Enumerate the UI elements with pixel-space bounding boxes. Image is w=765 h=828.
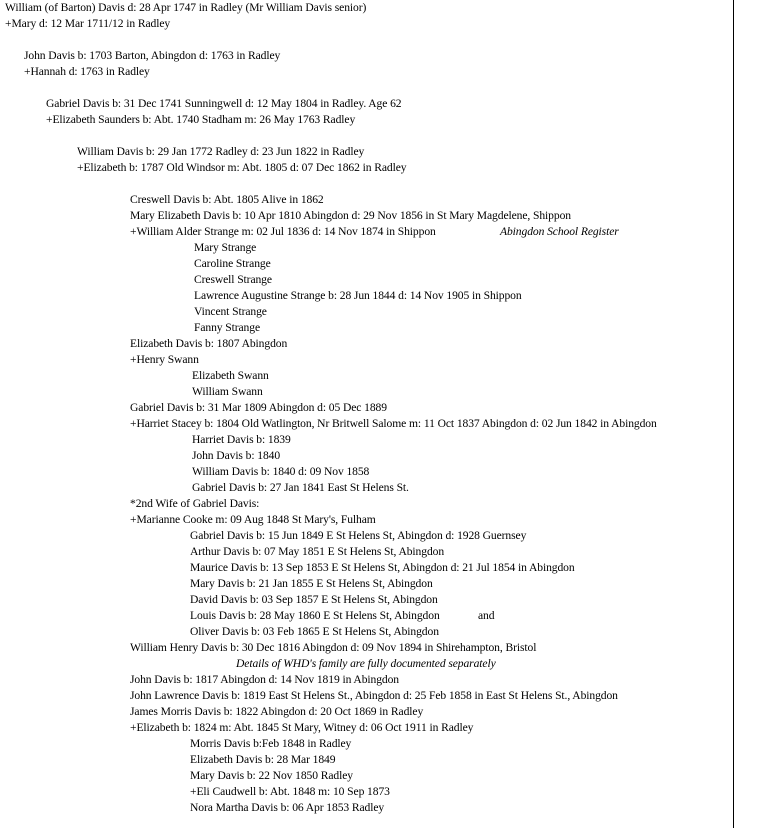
entry-gabriel-davis-1841: Gabriel Davis b: 27 Jan 1841 East St Helens St. — [192, 481, 409, 494]
entry-john-davis-1817: John Davis b: 1817 Abingdon d: 14 Nov 1819 in Abingdon — [130, 673, 399, 686]
entry-mary-strange: Mary Strange — [194, 241, 257, 254]
entry-spouse-henry-swann: +Henry Swann — [130, 353, 199, 366]
entry-vincent-strange: Vincent Strange — [194, 305, 267, 318]
right-border-line — [733, 0, 734, 828]
entry-william-davis-1840: William Davis b: 1840 d: 09 Nov 1858 — [192, 465, 370, 478]
entry-spouse-harriet-stacey: +Harriet Stacey b: 1804 Old Watlington, Nr Britwell Salome m: 11 Oct 1837 Abingdon d: 02 Jun 1842 in Abingdon — [130, 417, 657, 430]
entry-james-morris-davis: James Morris Davis b: 1822 Abingdon d: 20 Oct 1869 in Radley — [130, 705, 424, 718]
entry-spouse-elizabeth-saunders: +Elizabeth Saunders b: Abt. 1740 Stadham m: 26 May 1763 Radley — [46, 113, 356, 126]
entry-william-barton-davis: William (of Barton) Davis d: 28 Apr 1747 in Radley (Mr William Davis senior) — [5, 1, 367, 14]
entry-john-davis-1840: John Davis b: 1840 — [192, 449, 281, 462]
entry-spouse-mary: +Mary d: 12 Mar 1711/12 in Radley — [5, 17, 171, 30]
entry-elizabeth-swann: Elizabeth Swann — [192, 369, 269, 382]
note-abingdon-school-register: Abingdon School Register — [500, 225, 619, 238]
entry-nora-martha-davis: Nora Martha Davis b: 06 Apr 1853 Radley — [190, 801, 385, 814]
entry-oliver-davis: Oliver Davis b: 03 Feb 1865 E St Helens St, Abingdon — [190, 625, 439, 638]
entry-caroline-strange: Caroline Strange — [194, 257, 271, 270]
entry-mary-davis-1850: Mary Davis b: 22 Nov 1850 Radley — [190, 769, 353, 782]
entry-mary-davis-1855: Mary Davis b: 21 Jan 1855 E St Helens St, Abingdon — [190, 577, 433, 590]
note-whd-family: Details of WHD's family are fully documented separately — [236, 657, 496, 670]
note-second-wife: *2nd Wife of Gabriel Davis: — [130, 497, 260, 510]
entry-louis-davis: Louis Davis b: 28 May 1860 E St Helens St, Abingdon — [190, 609, 440, 622]
entry-fanny-strange: Fanny Strange — [194, 321, 260, 334]
entry-spouse-elizabeth-1824: +Elizabeth b: 1824 m: Abt. 1845 St Mary, Witney d: 06 Oct 1911 in Radley — [130, 721, 474, 734]
entry-gabriel-davis-1849: Gabriel Davis b: 15 Jun 1849 E St Helens St, Abingdon d: 1928 Guernsey — [190, 529, 527, 542]
entry-elizabeth-davis-1807: Elizabeth Davis b: 1807 Abingdon — [130, 337, 288, 350]
entry-morris-davis: Morris Davis b:Feb 1848 in Radley — [190, 737, 352, 750]
entry-gabriel-davis-1809: Gabriel Davis b: 31 Mar 1809 Abingdon d: 05 Dec 1889 — [130, 401, 387, 414]
entry-creswell-strange: Creswell Strange — [194, 273, 272, 286]
entry-william-davis-1772: William Davis b: 29 Jan 1772 Radley d: 23 Jun 1822 in Radley — [77, 145, 365, 158]
entry-creswell-davis: Creswell Davis b: Abt. 1805 Alive in 1862 — [130, 193, 324, 206]
entry-david-davis: David Davis b: 03 Sep 1857 E St Helens St, Abingdon — [190, 593, 438, 606]
entry-spouse-hannah: +Hannah d: 1763 in Radley — [24, 65, 150, 78]
entry-elizabeth-davis-1849: Elizabeth Davis b: 28 Mar 1849 — [190, 753, 336, 766]
entry-john-lawrence-davis: John Lawrence Davis b: 1819 East St Helens St., Abingdon d: 25 Feb 1858 in East St Helens St., Abingdon — [130, 689, 618, 702]
entry-spouse-elizabeth-1787: +Elizabeth b: 1787 Old Windsor m: Abt. 1805 d: 07 Dec 1862 in Radley — [77, 161, 407, 174]
entry-lawrence-augustine-strange: Lawrence Augustine Strange b: 28 Jun 1844 d: 14 Nov 1905 in Shippon — [194, 289, 522, 302]
entry-spouse-marianne-cooke: +Marianne Cooke m: 09 Aug 1848 St Mary's, Fulham — [130, 513, 376, 526]
text-and: and — [478, 609, 495, 622]
entry-harriet-davis: Harriet Davis b: 1839 — [192, 433, 291, 446]
entry-william-henry-davis: William Henry Davis b: 30 Dec 1816 Abingdon d: 09 Nov 1894 in Shirehampton, Bristol — [130, 641, 537, 654]
entry-william-swann: William Swann — [192, 385, 263, 398]
entry-john-davis-1703: John Davis b: 1703 Barton, Abingdon d: 1763 in Radley — [24, 49, 281, 62]
entry-spouse-william-alder-strange: +William Alder Strange m: 02 Jul 1836 d: 14 Nov 1874 in Shippon — [130, 225, 436, 238]
entry-gabriel-davis-1741: Gabriel Davis b: 31 Dec 1741 Sunningwell d: 12 May 1804 in Radley. Age 62 — [46, 97, 402, 110]
entry-spouse-eli-caudwell: +Eli Caudwell b: Abt. 1848 m: 10 Sep 1873 — [190, 785, 390, 798]
entry-mary-elizabeth-davis: Mary Elizabeth Davis b: 10 Apr 1810 Abingdon d: 29 Nov 1856 in St Mary Magdelene, Shippon — [130, 209, 571, 222]
entry-maurice-davis: Maurice Davis b: 13 Sep 1853 E St Helens St, Abingdon d: 21 Jul 1854 in Abingdon — [190, 561, 575, 574]
entry-arthur-davis: Arthur Davis b: 07 May 1851 E St Helens St, Abingdon — [190, 545, 445, 558]
